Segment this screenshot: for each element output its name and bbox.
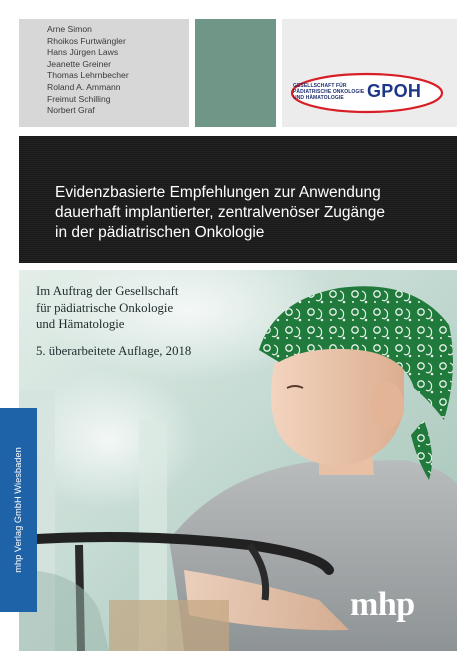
subtitle-line: für pädiatrische Onkologie [36,300,174,315]
commissioned-by-text [36,283,179,333]
author-name: Hans Jürgen Laws [47,47,119,58]
author-name: Jeanette Greiner [47,58,112,69]
subtitle-line: Im Auftrag der Gesellschaft [36,284,179,298]
author-name: Rhoikos Furtwängler [47,35,126,46]
book-title [55,183,385,243]
title-band [19,136,457,263]
authors-box [19,19,189,127]
society-logo-abbreviation: GPOH [367,81,422,101]
society-logo-box [282,19,457,127]
authors-list [47,24,129,117]
author-name: Norbert Graf [47,105,95,116]
subtitle-line: und Hämatologie [36,317,125,331]
author-name: Freimut Schilling [47,93,111,104]
publisher-logo: mhp [350,586,415,623]
society-logo-name [293,83,373,101]
edition-text: 5. überarbeitete Auflage, 2018 [36,344,192,358]
publisher-tab-label: mhp Verlag GmbH Wiesbaden [13,447,23,573]
society-name-line: UND HÄMATOLOGIE [293,95,344,101]
title-line: Evidenzbasierte Empfehlungen zur Anwendung [55,184,381,201]
title-line: in der pädiatrischen Onkologie [55,224,265,241]
society-name-line: PÄDIATRISCHE ONKOLOGIE [293,89,365,95]
teal-color-block [195,19,276,127]
author-name: Roland A. Ammann [47,81,121,92]
society-name-line: GESELLSCHAFT FÜR [293,83,347,89]
title-line: dauerhaft implantierter, zentralvenöser Zugänge [55,204,386,221]
author-name: Arne Simon [47,24,92,34]
author-name: Thomas Lehrnbecher [47,70,129,81]
publisher-tab [0,408,37,612]
